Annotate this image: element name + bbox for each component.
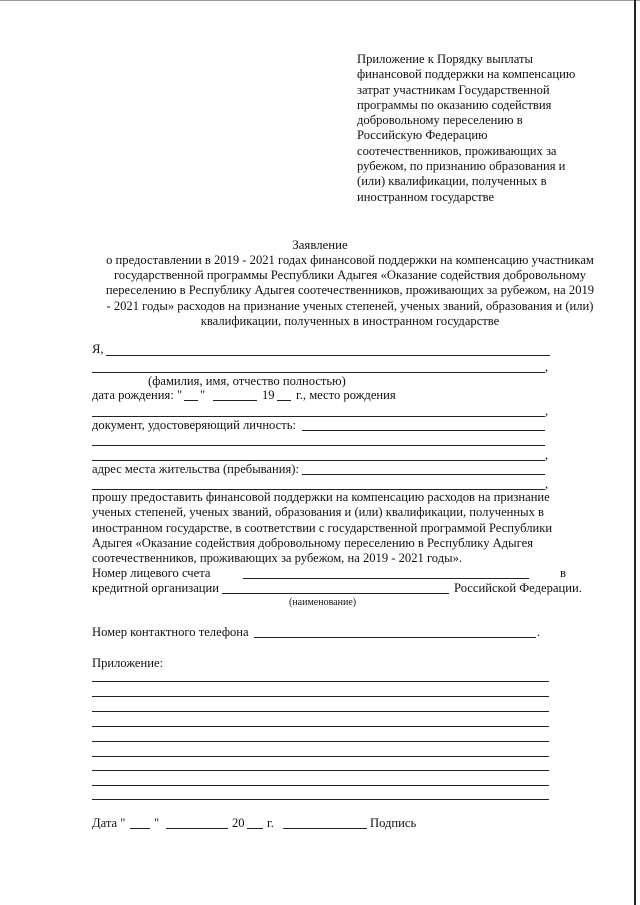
appendix-line: затрат участникам Государственной [357, 82, 550, 97]
page-edge-top [0, 0, 640, 1]
fio-field-line-2[interactable] [92, 372, 545, 373]
attachment-line[interactable] [92, 785, 549, 786]
page-edge-right [634, 0, 636, 905]
account-number-field[interactable] [243, 578, 529, 579]
date-year-suffix: г. [267, 816, 274, 830]
fio-field-line-1[interactable] [106, 355, 550, 356]
heading-line: государственной программы Республики Адыгея «Оказание содействия добровольному [113, 268, 587, 283]
attachment-line[interactable] [92, 711, 549, 712]
credit-org-suffix: Российской Федерации. [454, 581, 582, 595]
attachment-line[interactable] [92, 770, 549, 771]
birth-quote-close: " [200, 388, 206, 402]
appendix-line: иностранном государстве [357, 189, 495, 204]
attachment-label: Приложение: [92, 656, 164, 670]
request-paragraph [92, 490, 584, 566]
birth-place-field[interactable] [92, 416, 545, 417]
fio-caption: (фамилия, имя, отчество полностью) [148, 374, 346, 388]
heading-line: переселению в Республику Адыгея соотечественников, проживающих за рубежом, на 2019 [105, 283, 595, 298]
document-field-line-1[interactable] [302, 430, 545, 431]
comma: , [545, 448, 549, 462]
appendix-line: Российскую Федерацию [357, 128, 488, 143]
appendix-line: программы по оказанию содействия [357, 97, 552, 112]
document-heading [90, 253, 610, 329]
attachment-line[interactable] [92, 756, 549, 757]
appendix-line: (или) квалификации, полученных в [357, 174, 547, 189]
birth-place-label: г., место рождения [296, 388, 396, 402]
credit-org-label: кредитной организации [92, 581, 220, 595]
comma: , [545, 477, 549, 491]
request-line: прошу предоставить финансовой поддержки на компенсацию расходов на признание [92, 490, 550, 504]
request-line: иностранном государстве, в соответствии с государственной программой Республики [92, 520, 553, 535]
document-field-line-2[interactable] [92, 445, 545, 446]
ya-label: Я, [92, 342, 104, 356]
request-line: Адыгея «Оказание содействия добровольному переселению в Республику Адыгея [92, 535, 534, 550]
account-label: Номер лицевого счета [92, 566, 211, 580]
heading-line: квалификации, полученных в иностранном государстве [200, 313, 500, 328]
appendix-line: добровольному переселению в [357, 113, 523, 128]
appendix-note [357, 52, 592, 205]
appendix-line: Приложение к Порядку выплаты [357, 52, 533, 66]
birth-year-prefix: 19 [262, 388, 275, 402]
comma: , [545, 360, 549, 374]
birth-date-label: дата рождения: " [92, 388, 183, 402]
phone-label: Номер контактного телефона [92, 625, 249, 639]
signature-field[interactable] [283, 828, 367, 829]
birth-year-field[interactable] [277, 400, 291, 401]
attachment-line[interactable] [92, 741, 549, 742]
address-label: адрес места жительства (пребывания): [92, 462, 299, 476]
signature-label: Подпись [370, 816, 417, 830]
heading-line: о предоставлении в 2019 - 2021 годах финансовой поддержки на компенсацию участникам [106, 253, 594, 267]
date-quote-close: " [154, 816, 160, 830]
appendix-line: рубежом, по признанию образования и [357, 159, 566, 174]
credit-org-caption: (наименование) [289, 597, 357, 608]
attachment-line[interactable] [92, 681, 549, 682]
appendix-line: соотечественников, проживающих за [357, 143, 557, 158]
attachment-line[interactable] [92, 799, 549, 800]
date-month-field[interactable] [166, 828, 228, 829]
date-label: Дата " [92, 816, 126, 830]
date-year-prefix: 20 [232, 816, 245, 830]
address-field-line-1[interactable] [302, 474, 545, 475]
heading-line: - 2021 годы» расходов на признание ученых степеней, ученых званий, образования и (или) [106, 298, 594, 313]
appendix-line: финансовой поддержки на компенсацию [357, 67, 576, 82]
comma: , [545, 404, 549, 418]
attachment-line[interactable] [92, 726, 549, 727]
account-suffix: в [560, 566, 566, 580]
birth-day-field[interactable] [184, 400, 198, 401]
date-day-field[interactable] [130, 828, 150, 829]
document-field-line-3[interactable] [92, 460, 545, 461]
phone-suffix: . [537, 625, 541, 639]
date-year-field[interactable] [247, 828, 263, 829]
request-line: ученых степеней, ученых званий, образования и (или) квалификации, полученных в [92, 505, 545, 520]
document-label: документ, удостоверяющий личность: [92, 418, 297, 432]
credit-org-field[interactable] [222, 593, 449, 594]
request-line: соотечественников, проживающих за рубежом, на 2019 - 2021 годы». [92, 551, 463, 566]
birth-month-field[interactable] [213, 400, 257, 401]
phone-field[interactable] [254, 637, 536, 638]
document-title: Заявление [292, 238, 348, 252]
attachment-line[interactable] [92, 696, 549, 697]
